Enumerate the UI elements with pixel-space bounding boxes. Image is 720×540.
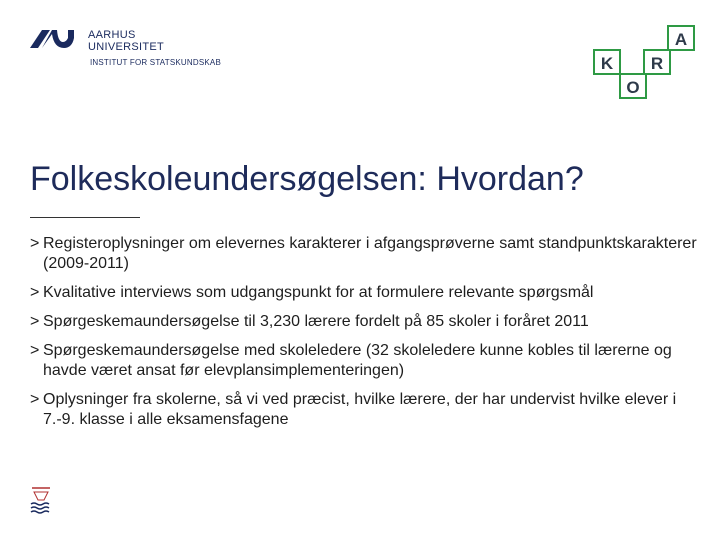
bullet-marker: > xyxy=(30,342,40,359)
bullet-list xyxy=(30,234,700,439)
bullet-marker: > xyxy=(30,391,40,408)
bullet-text: Spørgeskemaundersøgelse til 3,230 lærere fordelt på 85 skoler i foråret 2011 xyxy=(43,313,589,330)
bullet-text: Oplysninger fra skolerne, så vi ved præcist, hvilke lærere, der har undervist hvilke elever i 7.-9. klasse i alle eksamensfagene xyxy=(43,391,677,428)
kora-letter-o: O xyxy=(626,78,640,97)
bullet-item xyxy=(30,283,700,303)
bullet-marker: > xyxy=(30,313,40,330)
bullet-item xyxy=(30,341,700,381)
kora-letter-a: A xyxy=(674,30,688,49)
institute-name: INSTITUT FOR STATSKUNDSKAB xyxy=(90,58,221,67)
bullet-marker: > xyxy=(30,235,40,252)
aarhus-university-logo xyxy=(28,26,78,52)
kora-letter-k: K xyxy=(600,54,614,73)
university-name-line1: AARHUS xyxy=(88,29,136,41)
slide-title: Folkeskoleundersøgelsen: Hvordan? xyxy=(30,160,584,198)
bullet-item xyxy=(30,234,700,274)
bullet-text: Spørgeskemaundersøgelse med skoleledere (32 skoleledere kunne kobles til lærerne og havde været ansat før elevplansimplementeringen) xyxy=(43,342,672,379)
bullet-text: Registeroplysninger om elevernes karakterer i afgangsprøverne samt standpunktskarakterer (2009-2011) xyxy=(43,235,697,272)
kora-letter-r: R xyxy=(650,54,664,73)
university-seal-icon xyxy=(30,486,52,516)
bullet-item xyxy=(30,312,700,332)
title-underline xyxy=(30,217,140,218)
university-name xyxy=(88,29,164,53)
bullet-item xyxy=(30,390,700,430)
university-name-line2: UNIVERSITET xyxy=(88,41,165,53)
bullet-marker: > xyxy=(30,284,40,301)
bullet-text: Kvalitative interviews som udgangspunkt for at formulere relevante spørgsmål xyxy=(43,284,594,301)
kora-logo xyxy=(590,24,700,104)
